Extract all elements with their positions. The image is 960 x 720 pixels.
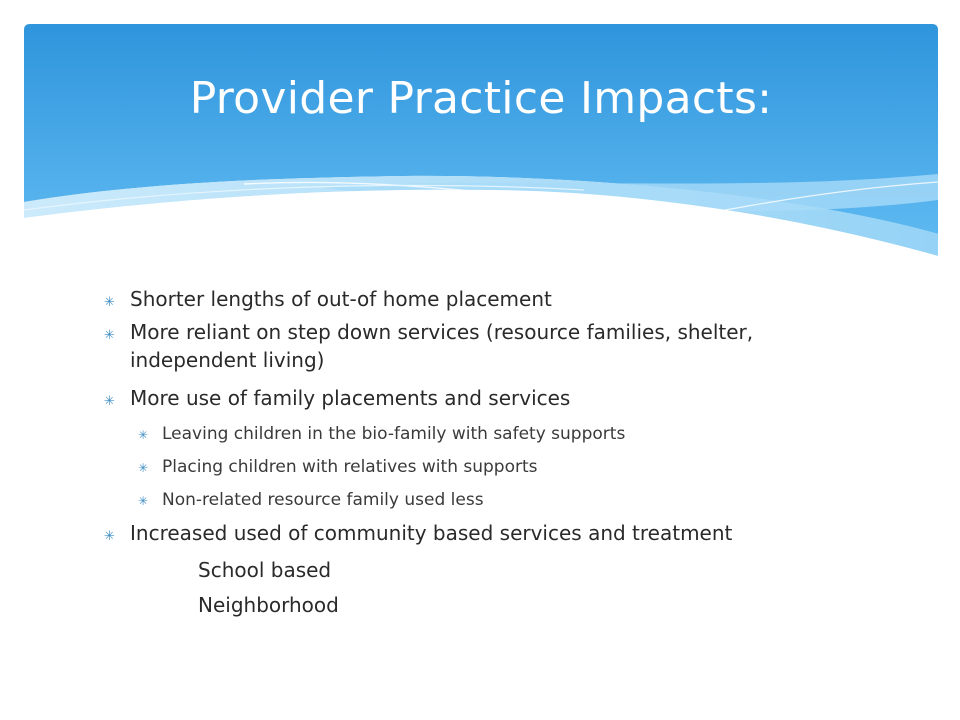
asterisk-bullet-icon: ✳ [104,529,115,544]
asterisk-bullet-icon: ✳ [138,428,149,442]
asterisk-bullet-icon: ✳ [104,295,115,310]
sub-list-item-text: Leaving children in the bio-family with safety supports [162,424,626,444]
asterisk-bullet-icon: ✳ [138,461,149,475]
list-item-text: More use of family placements and services [130,386,571,410]
slide-title: Provider Practice Impacts: [189,73,773,124]
asterisk-bullet-icon: ✳ [104,394,115,409]
plain-line [198,556,331,585]
list-item [104,285,552,317]
asterisk-bullet-icon: ✳ [104,328,115,343]
sub-list-item [138,422,625,447]
plain-line-text: School based [198,558,332,582]
list-item-text: Shorter lengths of out-of home placement [130,287,552,311]
list-item-continuation [130,346,324,375]
list-item-text: More reliant on step down services (resource families, shelter, [130,320,754,344]
asterisk-bullet-icon: ✳ [138,494,149,508]
list-item-text: Increased used of community based services and treatment [130,521,733,545]
sub-list-item [138,488,484,513]
list-item [104,519,732,551]
plain-line-text: Neighborhood [198,593,339,617]
sub-list-item [138,455,538,480]
sub-list-item-text: Non-related resource family used less [162,490,484,510]
list-item-text: independent living) [130,348,325,372]
list-item [104,384,570,416]
sub-list-item-text: Placing children with relatives with supports [162,457,538,477]
plain-line [198,591,339,620]
